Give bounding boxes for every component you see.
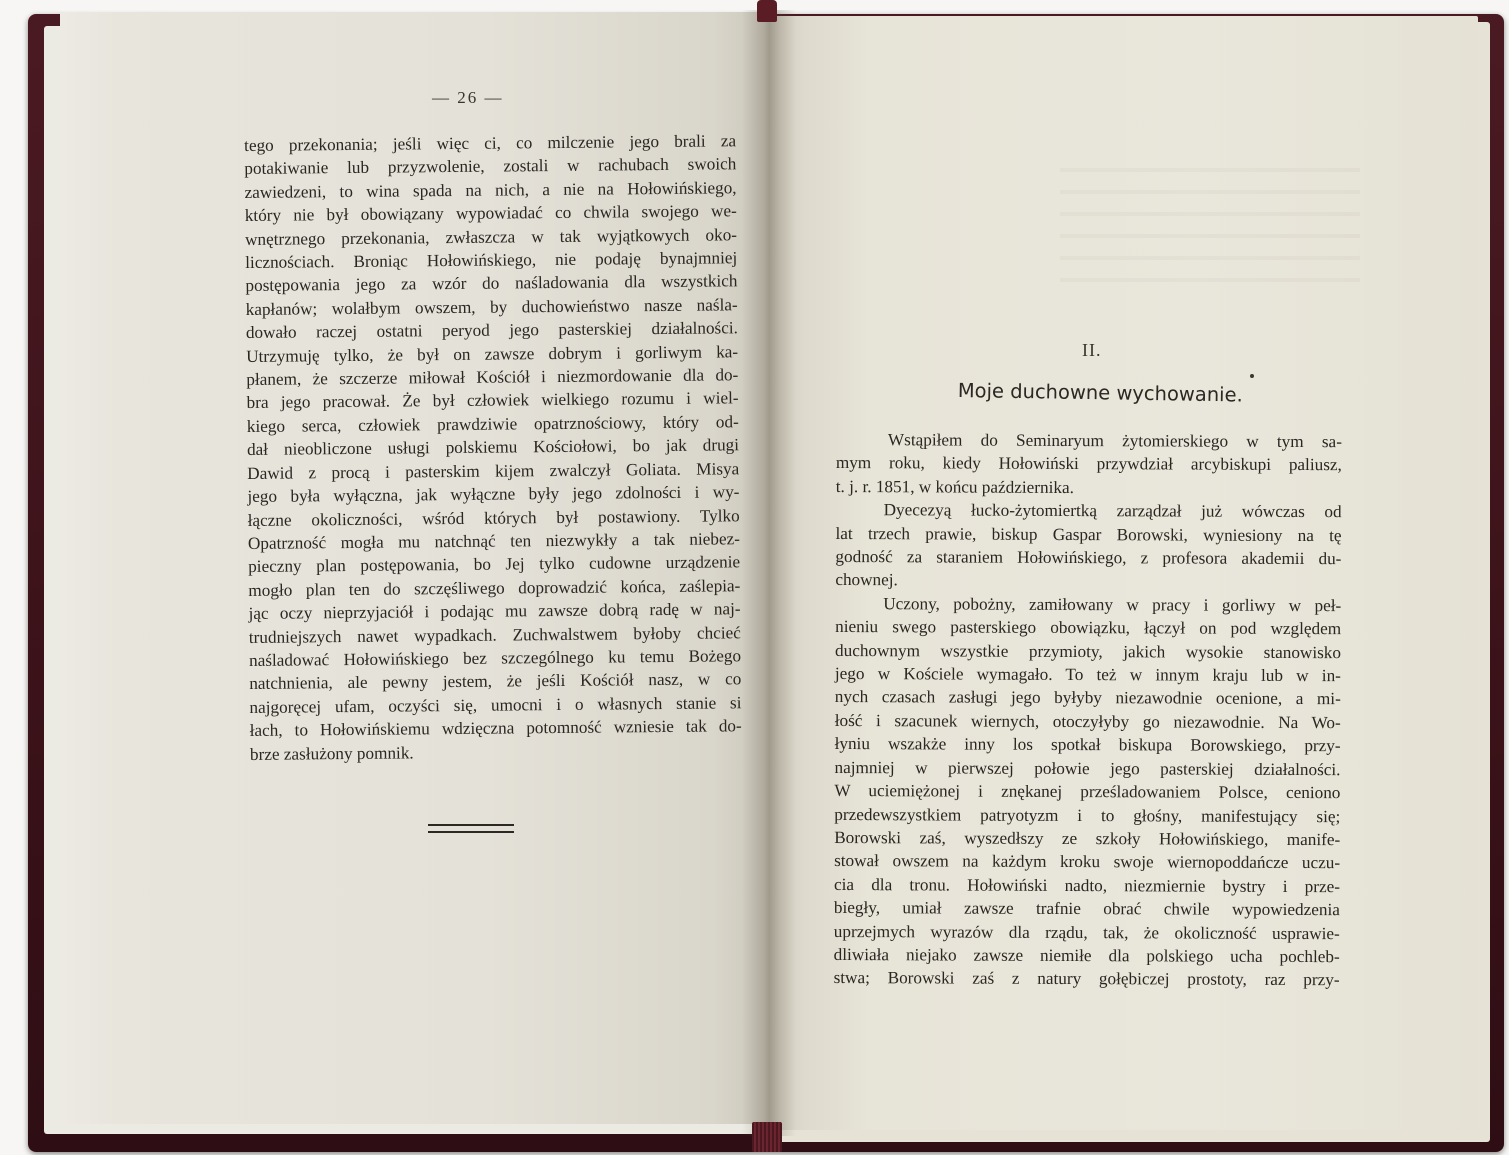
text-line: przedewszystkiem patryotyzm i to głośny, manifestujący się; <box>834 804 1341 826</box>
text-line: łość i szacunek wiernych, otoczyłyby go niezawodnie. Na Wo- <box>834 710 1341 733</box>
text-line: stwa; Borowski zaś z natury gołębiczej prostoty, raz przy- <box>833 968 1340 990</box>
text-line: stował owszem na każdym kroku swoje wiernopoddańcze uczu- <box>834 851 1341 873</box>
text-line: dowało raczej ostatni peryod jego pasterskiej działalności. <box>245 318 738 343</box>
text-line: jąc oczy nieprzyjaciół i podając mu zawsze dobrą radę w naj- <box>248 599 741 624</box>
page-number: — 26 — <box>432 88 504 107</box>
text-line: chownej. <box>835 570 898 590</box>
text-line: biegły, umiał zawsze trafnie obrać chwile wypowiedzenia <box>833 898 1340 920</box>
text-line: łyniu wszakże inny los spotkał biskupa Borowskiego, przy- <box>834 734 1341 756</box>
text-line: potakiwanie lub przyzwolenie, zostali w rachubach swoich <box>244 154 737 179</box>
text-line: Dawid z procą i pasterskim kijem zwalczył Goliata. Misya <box>247 458 740 483</box>
text-line: brze zasłużony pomnik. <box>249 742 414 764</box>
text-line: mym roku, kiedy Hołowiński przywdział arcybiskupi paliusz, <box>835 453 1342 475</box>
text-line: najmniej w pierwszej połowie jego pasterskiej działalności. <box>834 757 1341 779</box>
text-line: tego przekonania; jeśli więc ci, co milczenie jego brali za <box>244 131 737 155</box>
right-page-text <box>834 428 1342 992</box>
text-line: nych czasach zasługi jego byłyby niezawodnie ocenione, a mi- <box>834 687 1341 709</box>
bookmark-ribbon-top <box>757 0 777 22</box>
text-line: t. j. r. 1851, w końcu października. <box>835 476 1074 497</box>
text-line: bra jego pracował. Że był człowiek wielkiego rozumu i wiel- <box>246 388 739 413</box>
text-line: dał nieobliczone usługi polskiemu Kościołowi, bo jak drugi <box>246 435 740 460</box>
chapter-number: II. <box>1082 340 1102 360</box>
show-through-text <box>1060 150 1360 300</box>
text-line: jego w Kościele wymagało. To też w innym kraju lub w in- <box>834 664 1341 686</box>
text-line: nieniu swego pasterskiego obowiązku, łączył on pod względem <box>835 617 1342 639</box>
text-line: mogło plan ten do szczęśliwego doprowadzić końca, zaślepia- <box>248 575 741 600</box>
text-line: cia dla tronu. Hołowiński nadto, niezmiernie bystry i prze- <box>833 874 1341 896</box>
chapter-title: Moje duchowne wychowanie. <box>957 379 1243 407</box>
text-line: Uczony, pobożny, zamiłowany w pracy i gorliwy w peł- <box>883 594 1342 616</box>
text-line: Opatrzność mogła mu natchnąć ten niezwykły a tak niebez- <box>247 529 740 553</box>
text-line: licznościach. Broniąc Hołowińskiego, nie podaję bynajmniej <box>245 248 738 273</box>
text-line: Dyecezyą łucko-żytomiertką zarządzał już wówczas od <box>883 500 1342 522</box>
ink-dot <box>1250 374 1254 378</box>
text-line: lat trzech prawie, biskup Gaspar Borowski, wyniesiony na tę <box>835 523 1342 545</box>
text-line: który nie był obowiązany wypowiadać co chwila swojego we- <box>244 201 737 226</box>
text-line: wnętrznego przekonania, zwłaszcza w tak wyjątkowych oko- <box>244 224 738 249</box>
text-line: zawiedzeni, to wina spada na nich, a nie na Hołowińskiego, <box>244 178 737 202</box>
text-line: natchnienia, ale pewny jestem, że jeśli Kościół nasz, w co <box>249 669 742 694</box>
text-line: uprzejmych wyrazów dla rządu, tak, że okoliczność usprawie- <box>833 921 1340 943</box>
text-line: godność za staraniem Hołowińskiego, z profesora akademii du- <box>835 547 1342 569</box>
text-line: łączne okoliczności, wśród których był postawiony. Tylko <box>247 505 740 530</box>
text-line: płanem, że szczerze miłował Kościół i niezmordowanie dla do- <box>246 365 739 390</box>
text-line: naśladować Hołowińskiego bez szczególnego ku temu Bożego <box>248 646 742 670</box>
text-line: dliwiała niejako zawsze niemiłe dla polskiego ucha pochleb- <box>833 944 1340 967</box>
text-line: łach, to Hołowińskiemu wdzięczna potomność wzniesie tak do- <box>249 716 742 741</box>
text-line: W uciemiężonej i znękanej prześladowaniem Polsce, ceniono <box>834 781 1341 803</box>
text-line: Borowski zaś, wyszedłszy ze szkoły Hołowińskiego, manife- <box>834 827 1341 850</box>
section-divider <box>428 824 514 833</box>
text-line: postępowania jego za wzór do naśladowania dla wszystkich <box>245 271 738 296</box>
text-line: kiego serca, człowiek prawdziwie opatrznościowy, który od- <box>246 412 739 436</box>
book-gutter <box>742 10 796 1136</box>
text-line: duchownym wszystkie przymioty, jakich wysokie stanowisko <box>834 640 1342 662</box>
bookmark-ribbon-bottom <box>752 1122 782 1152</box>
text-line: kapłanów; wolałbym owszem, by duchowieństwo nasze naśla- <box>245 295 738 319</box>
text-line: Utrzymuję tylko, że był on zawsze dobrym i gorliwym ka- <box>246 341 739 366</box>
text-line: jego była wyłączna, jak wyłączne były jego zdolności i wy- <box>247 482 740 507</box>
left-page-text <box>244 129 742 766</box>
text-line: trudniejszych nawet wypadkach. Zuchwalstwem byłoby chcieć <box>248 622 741 647</box>
text-line: pieczny plan postępowania, bo Jej tylko cudowne urządzenie <box>248 552 741 577</box>
text-line: najgoręcej ufam, oczyści się, umocni i o własnych stanie si <box>249 693 742 717</box>
text-line: Wstąpiłem do Seminaryum żytomierskiego w tym sa- <box>887 430 1342 452</box>
